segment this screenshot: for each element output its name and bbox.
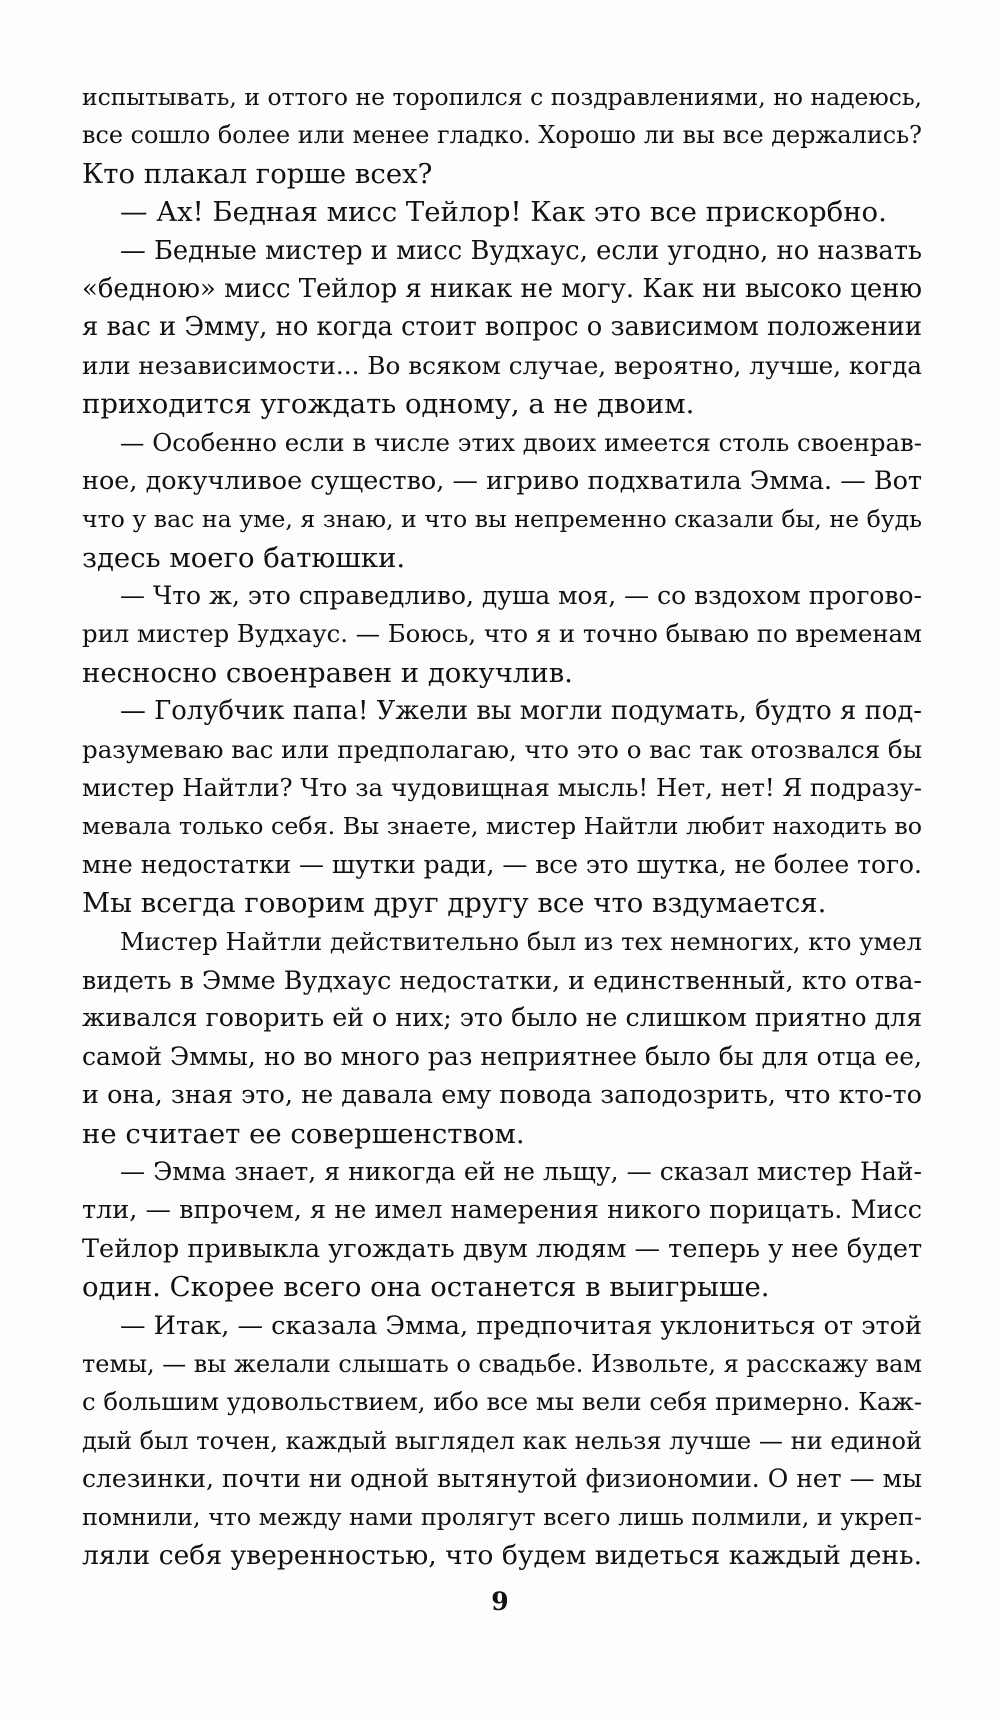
page-number: 9 [491, 1587, 509, 1616]
text-line: рил мистер Вудхаус. — Боюсь, что я и точно бываю по временам [82, 619, 922, 649]
text-line: я вас и Эмму, но когда стоит вопрос о зависимом положении [82, 312, 922, 343]
text-line: несносно своенравен и докучлив. [82, 656, 573, 689]
text-line: не считает ее совершенством. [82, 1117, 525, 1150]
page-body-text [82, 78, 922, 1575]
text-line: — Ах! Бедная мисс Тейлор! Как это все прискорбно. [120, 196, 887, 229]
text-line: живался говорить ей о них; это было не слишком приятно для [82, 1003, 923, 1033]
text-line: — Бедные мистер и мисс Вудхаус, если угодно, но назвать [120, 235, 922, 266]
text-line: ляли себя уверенностью, что будем видеться каждый день. [82, 1539, 923, 1571]
text-line: — Голубчик папа! Ужели вы могли подумать, будто я под- [120, 696, 922, 727]
text-line: слезинки, почти ни одной вытянутой физиономии. О нет — мы [82, 1464, 922, 1494]
text-line: ное, докучливое существо, — игриво подхватила Эмма. — Вот [82, 465, 922, 496]
text-line: Мистер Найтли действительно был из тех немногих, кто умел [120, 927, 922, 956]
text-line: помнили, что между нами пролягут всего лишь полмили, и укреп- [82, 1503, 922, 1532]
text-line: мне недостатки — шутки ради, — все это шутка, не более того. [82, 849, 922, 879]
text-line: темы, — вы желали слышать о свадьбе. Извольте, я расскажу вам [82, 1349, 922, 1378]
text-line: Кто плакал горше всех? [82, 157, 433, 190]
text-line: с большим удовольствием, ибо все мы вели себя примерно. Каж- [82, 1387, 922, 1417]
text-line: — Особенно если в числе этих двоих имеется столь своенрав- [120, 427, 922, 457]
text-line: Тейлор привыкла угождать двум людям — теперь у нее будет [82, 1233, 923, 1264]
text-line: — Что ж, это справедливо, душа моя, — со вздохом прогово- [120, 581, 922, 611]
text-line: или независимости... Во всяком случае, вероятно, лучше, когда [82, 350, 922, 380]
text-line: разумеваю вас или предполагаю, что это о вас так отозвался бы [82, 734, 923, 764]
text-line: — Эмма знает, я никогда ей не льщу, — сказал мистер Най- [120, 1156, 922, 1186]
text-line: самой Эммы, но во много раз неприятнее было бы для отца ее, [82, 1041, 922, 1071]
text-line: тли, — впрочем, я не имел намерения никого порицать. Мисс [82, 1195, 922, 1226]
text-line: дый был точен, каждый выглядел как нельзя лучше — ни единой [82, 1426, 922, 1455]
text-line: мевала только себя. Вы знаете, мистер Найтли любит находить во [82, 812, 922, 841]
text-line: мистер Найтли? Что за чудовищная мысль! Нет, нет! Я подразу- [82, 773, 922, 803]
text-line: — Итак, — сказала Эмма, предпочитая уклониться от этой [120, 1310, 923, 1341]
text-line: видеть в Эмме Вудхаус недостатки, и единственный, кто отва- [82, 964, 922, 995]
text-line: Мы всегда говорим друг другу все что вздумается. [82, 887, 827, 920]
text-line: один. Скорее всего она останется в выигрыше. [82, 1271, 770, 1304]
text-line: здесь моего батюшки. [82, 541, 406, 574]
text-line: все сошло более или менее гладко. Хорошо ли вы все держались? [82, 121, 922, 150]
text-line: испытывать, и оттого не торопился с поздравлениями, но надеюсь, [82, 83, 922, 111]
text-line: и она, зная это, не давала ему повода заподозрить, что кто-то [82, 1080, 922, 1111]
text-line: «бедною» мисс Тейлор я никак не могу. Как ни высоко ценю [82, 273, 922, 304]
text-line: приходится угождать одному, а не двоим. [82, 388, 695, 421]
text-line: что у вас на уме, я знаю, и что вы непременно сказали бы, не будь [82, 505, 922, 534]
